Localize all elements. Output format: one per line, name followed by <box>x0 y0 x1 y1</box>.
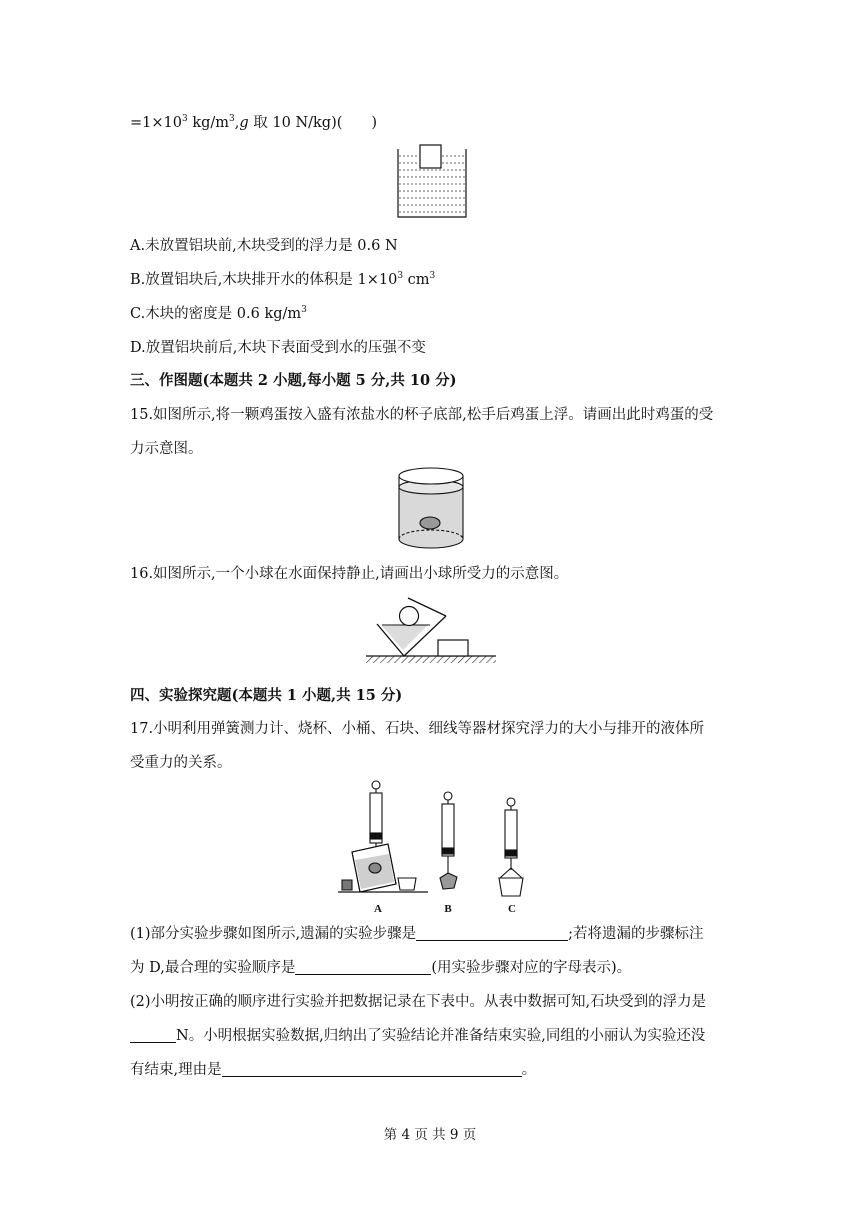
label-a: A <box>374 903 382 915</box>
stone-b <box>440 873 457 889</box>
q15-line2: 力示意图。 <box>130 441 203 457</box>
label-c: C <box>508 903 516 915</box>
q14-sep: , <box>234 115 240 131</box>
small-bucket-c <box>499 878 523 896</box>
stone-in-water <box>369 863 381 873</box>
q14-g-var: g <box>239 115 249 131</box>
section4-title: 四、实验探究题(本题共 1 小题,共 15 分) <box>130 687 403 704</box>
option-d: D.放置铝块前后,木块下表面受到水的压强不变 <box>130 340 426 356</box>
spring-scale-b <box>440 792 457 889</box>
q17-line2: 受重力的关系。 <box>130 755 232 771</box>
answer-blank-missing-step[interactable] <box>416 925 568 941</box>
q17-line1: 17.小明利用弹簧测力计、烧杯、小桶、石块、细线等器材探究浮力的大小与排开的液体所 <box>130 721 705 737</box>
floating-ball <box>400 607 419 626</box>
option-b: B.放置铝块后,木块排开水的体积是 $1\times 10^3$ $cm^3$ <box>130 271 436 288</box>
q17-part2-line2: N。小明根据实验数据,归纳出了实验结论并准备结束实验,同组的小丽认为实验还没 <box>130 1026 705 1046</box>
q14-exp1: 3 <box>181 114 188 124</box>
q16-tilted-container-figure <box>366 592 496 668</box>
q14-tail-line <box>130 113 377 133</box>
q15-cup-figure <box>396 465 466 551</box>
spring-scale-a <box>338 781 428 892</box>
q16-line1: 16.如图所示,一个小球在水面保持静止,请画出小球所受力的示意图。 <box>130 566 569 582</box>
wood-block <box>420 145 441 168</box>
q17-spring-scale-figure <box>336 778 546 918</box>
section3-title: 三、作图题(本题共 2 小题,每小题 5 分,共 10 分) <box>130 372 457 389</box>
label-b: B <box>444 903 452 915</box>
page-footer: 第 4 页 共 9 页 <box>383 1127 477 1143</box>
q14-density-prefix: =1×10 <box>130 115 182 131</box>
cup-rim <box>399 468 463 484</box>
q14-exp2: 3 <box>229 114 235 124</box>
option-c: C.木块的密度是 0.6 $kg/m^3$ <box>130 305 307 322</box>
support-block <box>438 640 468 656</box>
answer-blank-reason[interactable] <box>222 1061 522 1077</box>
q15-line1: 15.如图所示,将一颗鸡蛋按入盛有浓盐水的杯子底部,松手后鸡蛋上浮。请画出此时鸡蛋的受 <box>130 407 714 423</box>
answer-blank-order[interactable] <box>295 959 431 975</box>
q14-unit: kg/m <box>187 115 230 131</box>
q17-part1-line1: (1)部分实验步骤如图所示,遗漏的实验步骤是 ;若将遗漏的步骤标注 <box>130 926 704 942</box>
egg <box>420 517 440 529</box>
q17-part2-line1: (2)小明按正确的顺序进行实验并把数据记录在下表中。从表中数据可知,石块受到的浮力是 <box>130 994 707 1010</box>
ground-hatch <box>366 656 496 663</box>
q14-g-text: 取 10 N/kg)( ) <box>248 115 378 131</box>
q17-part2-line3: 有结束,理由是 。 <box>130 1062 537 1078</box>
small-bucket-a <box>398 878 416 890</box>
answer-blank-buoyancy[interactable] <box>130 1027 176 1043</box>
option-a: A.未放置铝块前,木块受到的浮力是 0.6 N <box>130 238 398 254</box>
q17-part1-line2: 为 D,最合理的实验顺序是 (用实验步骤对应的字母表示)。 <box>130 960 632 976</box>
spring-scale-c <box>499 798 523 896</box>
q14-container-figure <box>396 143 468 219</box>
